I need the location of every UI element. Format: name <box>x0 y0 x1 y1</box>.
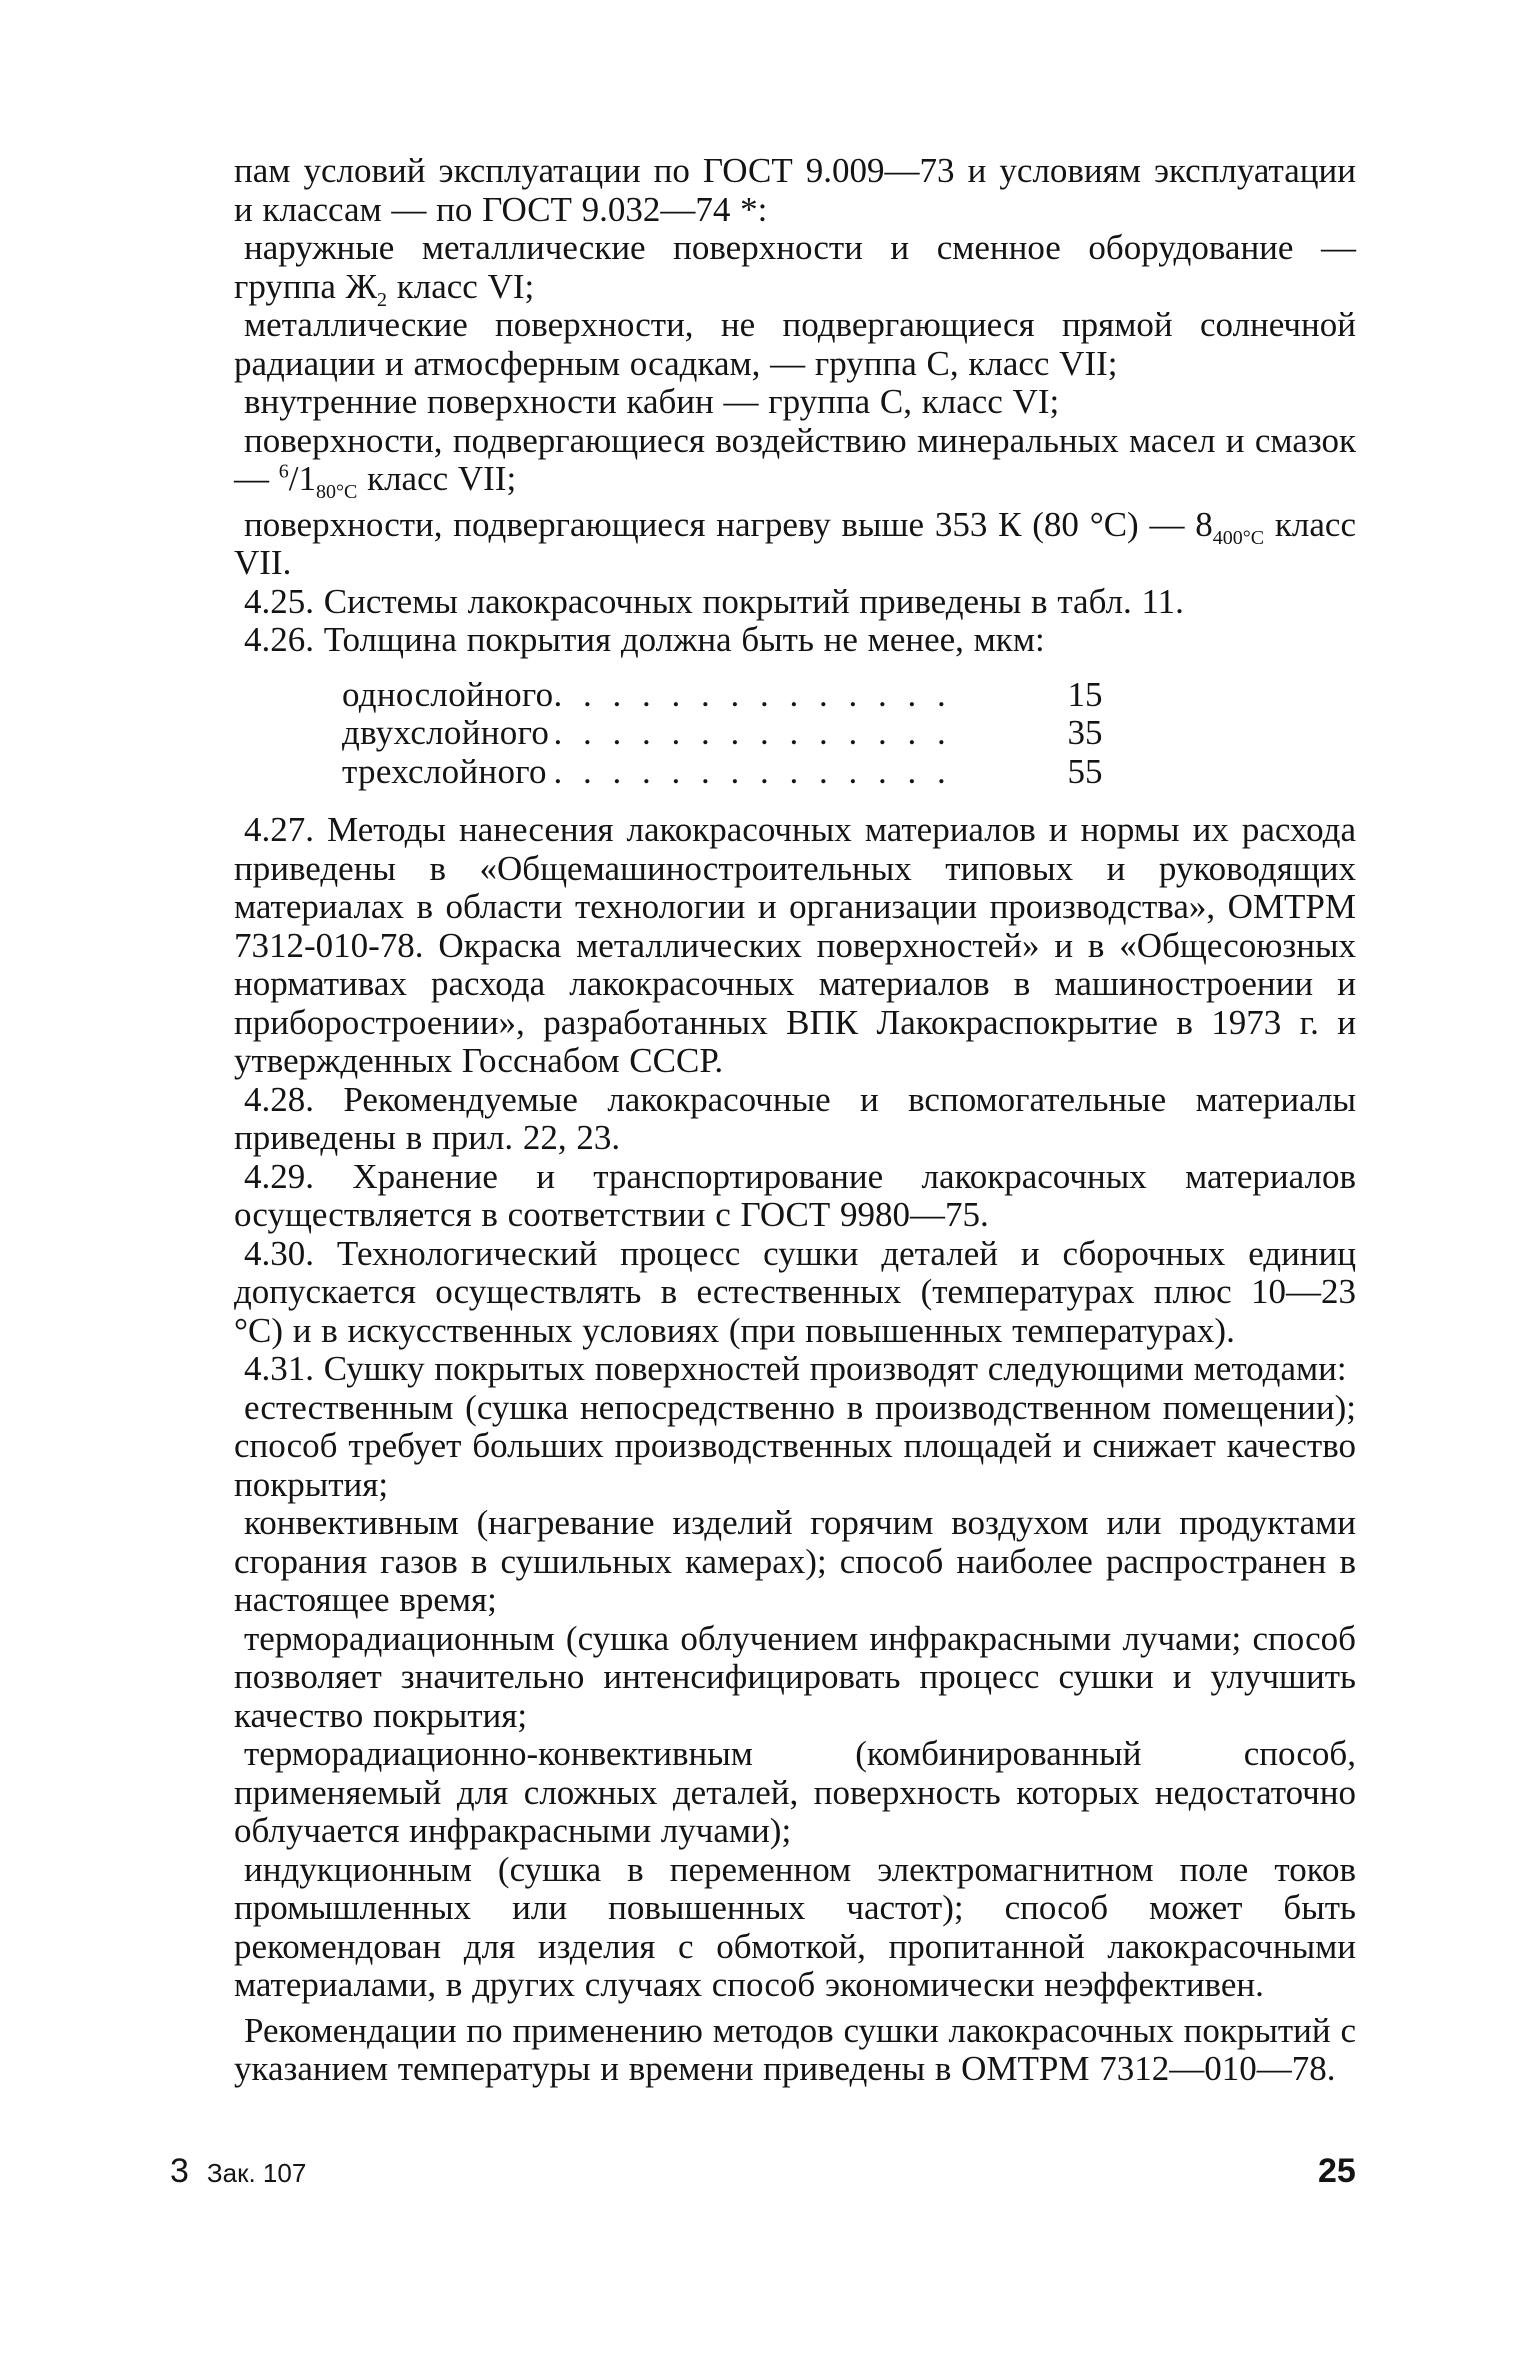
subscript: 2 <box>377 288 387 311</box>
thickness-label: трехслойного <box>342 751 547 791</box>
paragraph-4-30: 4.30. Технологический процесс сушки деталей и сборочных единиц допускается осуществлять в естественных (температурах плюс 10—23 °С) и в искусственных условиях (при повышенных температурах). <box>234 1233 1356 1350</box>
paragraph-natural-drying: естественным (сушка непосредственно в производственном помещении); способ требует больших производственных площадей и снижает качество покрытия; <box>234 1387 1356 1504</box>
text: поверхности, подвергающиеся воздействию минеральных масел и смазок — <box>234 420 1356 498</box>
paragraph-induction-drying: индукционным (сушка в переменном электромагнитном поле токов промышленных или повышенных частот); способ может быть рекомендован для изделия с обмоткой, пропитанной лакокрасочными материалами, в других случаях способ экономически неэффективен. <box>234 1849 1356 2004</box>
text: класс VII. <box>234 504 1356 582</box>
thickness-value: 55 <box>1067 751 1103 791</box>
table-row <box>342 714 1102 753</box>
thickness-value: 35 <box>1067 713 1103 752</box>
paragraph-4-26: 4.26. Толщина покрытия должна быть не менее, мкм: <box>244 620 1045 659</box>
text: наружные металлические поверхности и сменное оборудование — группа Ж <box>234 228 1356 306</box>
order-number: Зак. 107 <box>206 2158 307 2188</box>
paragraph-convective-drying: конвективным (нагревание изделий горячим воздухом или продуктами сгорания газов в сушильных камерах); способ наиболее распространен в настоящее время; <box>234 1503 1356 1619</box>
text: класс VI; <box>387 266 535 306</box>
paragraph-oil-surfaces <box>234 420 1356 503</box>
paragraph-4-27: 4.27. Методы нанесения лакокрасочных материалов и нормы их расхода приведены в «Общемашиностроительных типовых и руководящих материалах в области технологии и организации производства», ОМТРМ 7312-010-78. Окраска металлических поверхностей» и в «Общесоюзных нормативах расхода лакокрасочных материалов в машиностроении и приборостроении», разработанных ВПК Лакокраспокрытие в 1973 г. и утвержденных Госснабом СССР. <box>234 810 1356 1080</box>
paragraph-heated-surfaces <box>234 506 1356 583</box>
thickness-label: двухслойного <box>342 713 550 752</box>
thickness-table <box>342 676 1102 792</box>
paragraph-thermoradiation-drying: терморадиационным (сушка облучением инфракрасными лучами; способ позволяет значительно интенсифицировать процесс сушки и улучшить качество покрытия; <box>234 1618 1356 1735</box>
footer-left <box>170 2152 306 2191</box>
text: класс VII; <box>357 459 517 498</box>
paragraph-4-29: 4.29. Хранение и транспортирование лакокрасочных материалов осуществляется в соответствии с ГОСТ 9980—75. <box>234 1156 1356 1234</box>
paragraph-intro: пам условий эксплуатации по ГОСТ 9.009—73 и условиям эксплуатации и классам — по ГОСТ 9.032—74 *: <box>234 151 1356 229</box>
page-body <box>234 152 1356 2089</box>
subscript: 80°С <box>315 481 358 503</box>
paragraph-4-31: 4.31. Сушку покрытых поверхностей производят следующими методами: <box>244 1349 1347 1388</box>
leader-dots: . . . . . . . . . . . . . . <box>553 674 952 714</box>
subscript: 400°С <box>1212 526 1265 549</box>
sheet-number: 3 <box>170 2152 189 2190</box>
paragraph-combined-drying: терморадиационно-конвективным (комбинированный способ, применяемый для сложных деталей, поверхность которых недостаточно облучается инфракрасными лучами); <box>234 1734 1356 1850</box>
text: /1 <box>288 459 316 498</box>
leader-dots: . . . . . . . . . . . . . . <box>553 713 952 752</box>
paragraph-shaded-surfaces: металлические поверхности, не подвергающиеся прямой солнечной радиации и атмосферным осадкам, — группа С, класс VII; <box>234 305 1356 383</box>
superscript: 6 <box>278 460 289 483</box>
page-number: 25 <box>1318 2152 1356 2190</box>
table-row <box>342 676 1102 715</box>
paragraph-exterior-surfaces <box>234 228 1356 311</box>
thickness-label: однослойного <box>342 674 554 714</box>
text: поверхности, подвергающиеся нагреву выше 353 К (80 °С) — 8 <box>244 504 1213 544</box>
paragraph-4-25: 4.25. Системы лакокрасочных покрытий приведены в табл. 11. <box>244 581 1184 621</box>
table-row <box>342 753 1102 792</box>
paragraph-4-28: 4.28. Рекомендуемые лакокрасочные и вспомогательные материалы приведены в прил. 22, 23. <box>234 1079 1356 1157</box>
paragraph-cabin-surfaces: внутренние поверхности кабин — группа С, класс VI; <box>244 382 1060 421</box>
paragraph-recommendations: Рекомендации по применению методов сушки лакокрасочных покрытий с указанием температуры и времени приведены в ОМТРМ 7312—010—78. <box>234 2010 1356 2088</box>
thickness-value: 15 <box>1067 674 1103 714</box>
leader-dots: . . . . . . . . . . . . . . <box>553 751 952 791</box>
